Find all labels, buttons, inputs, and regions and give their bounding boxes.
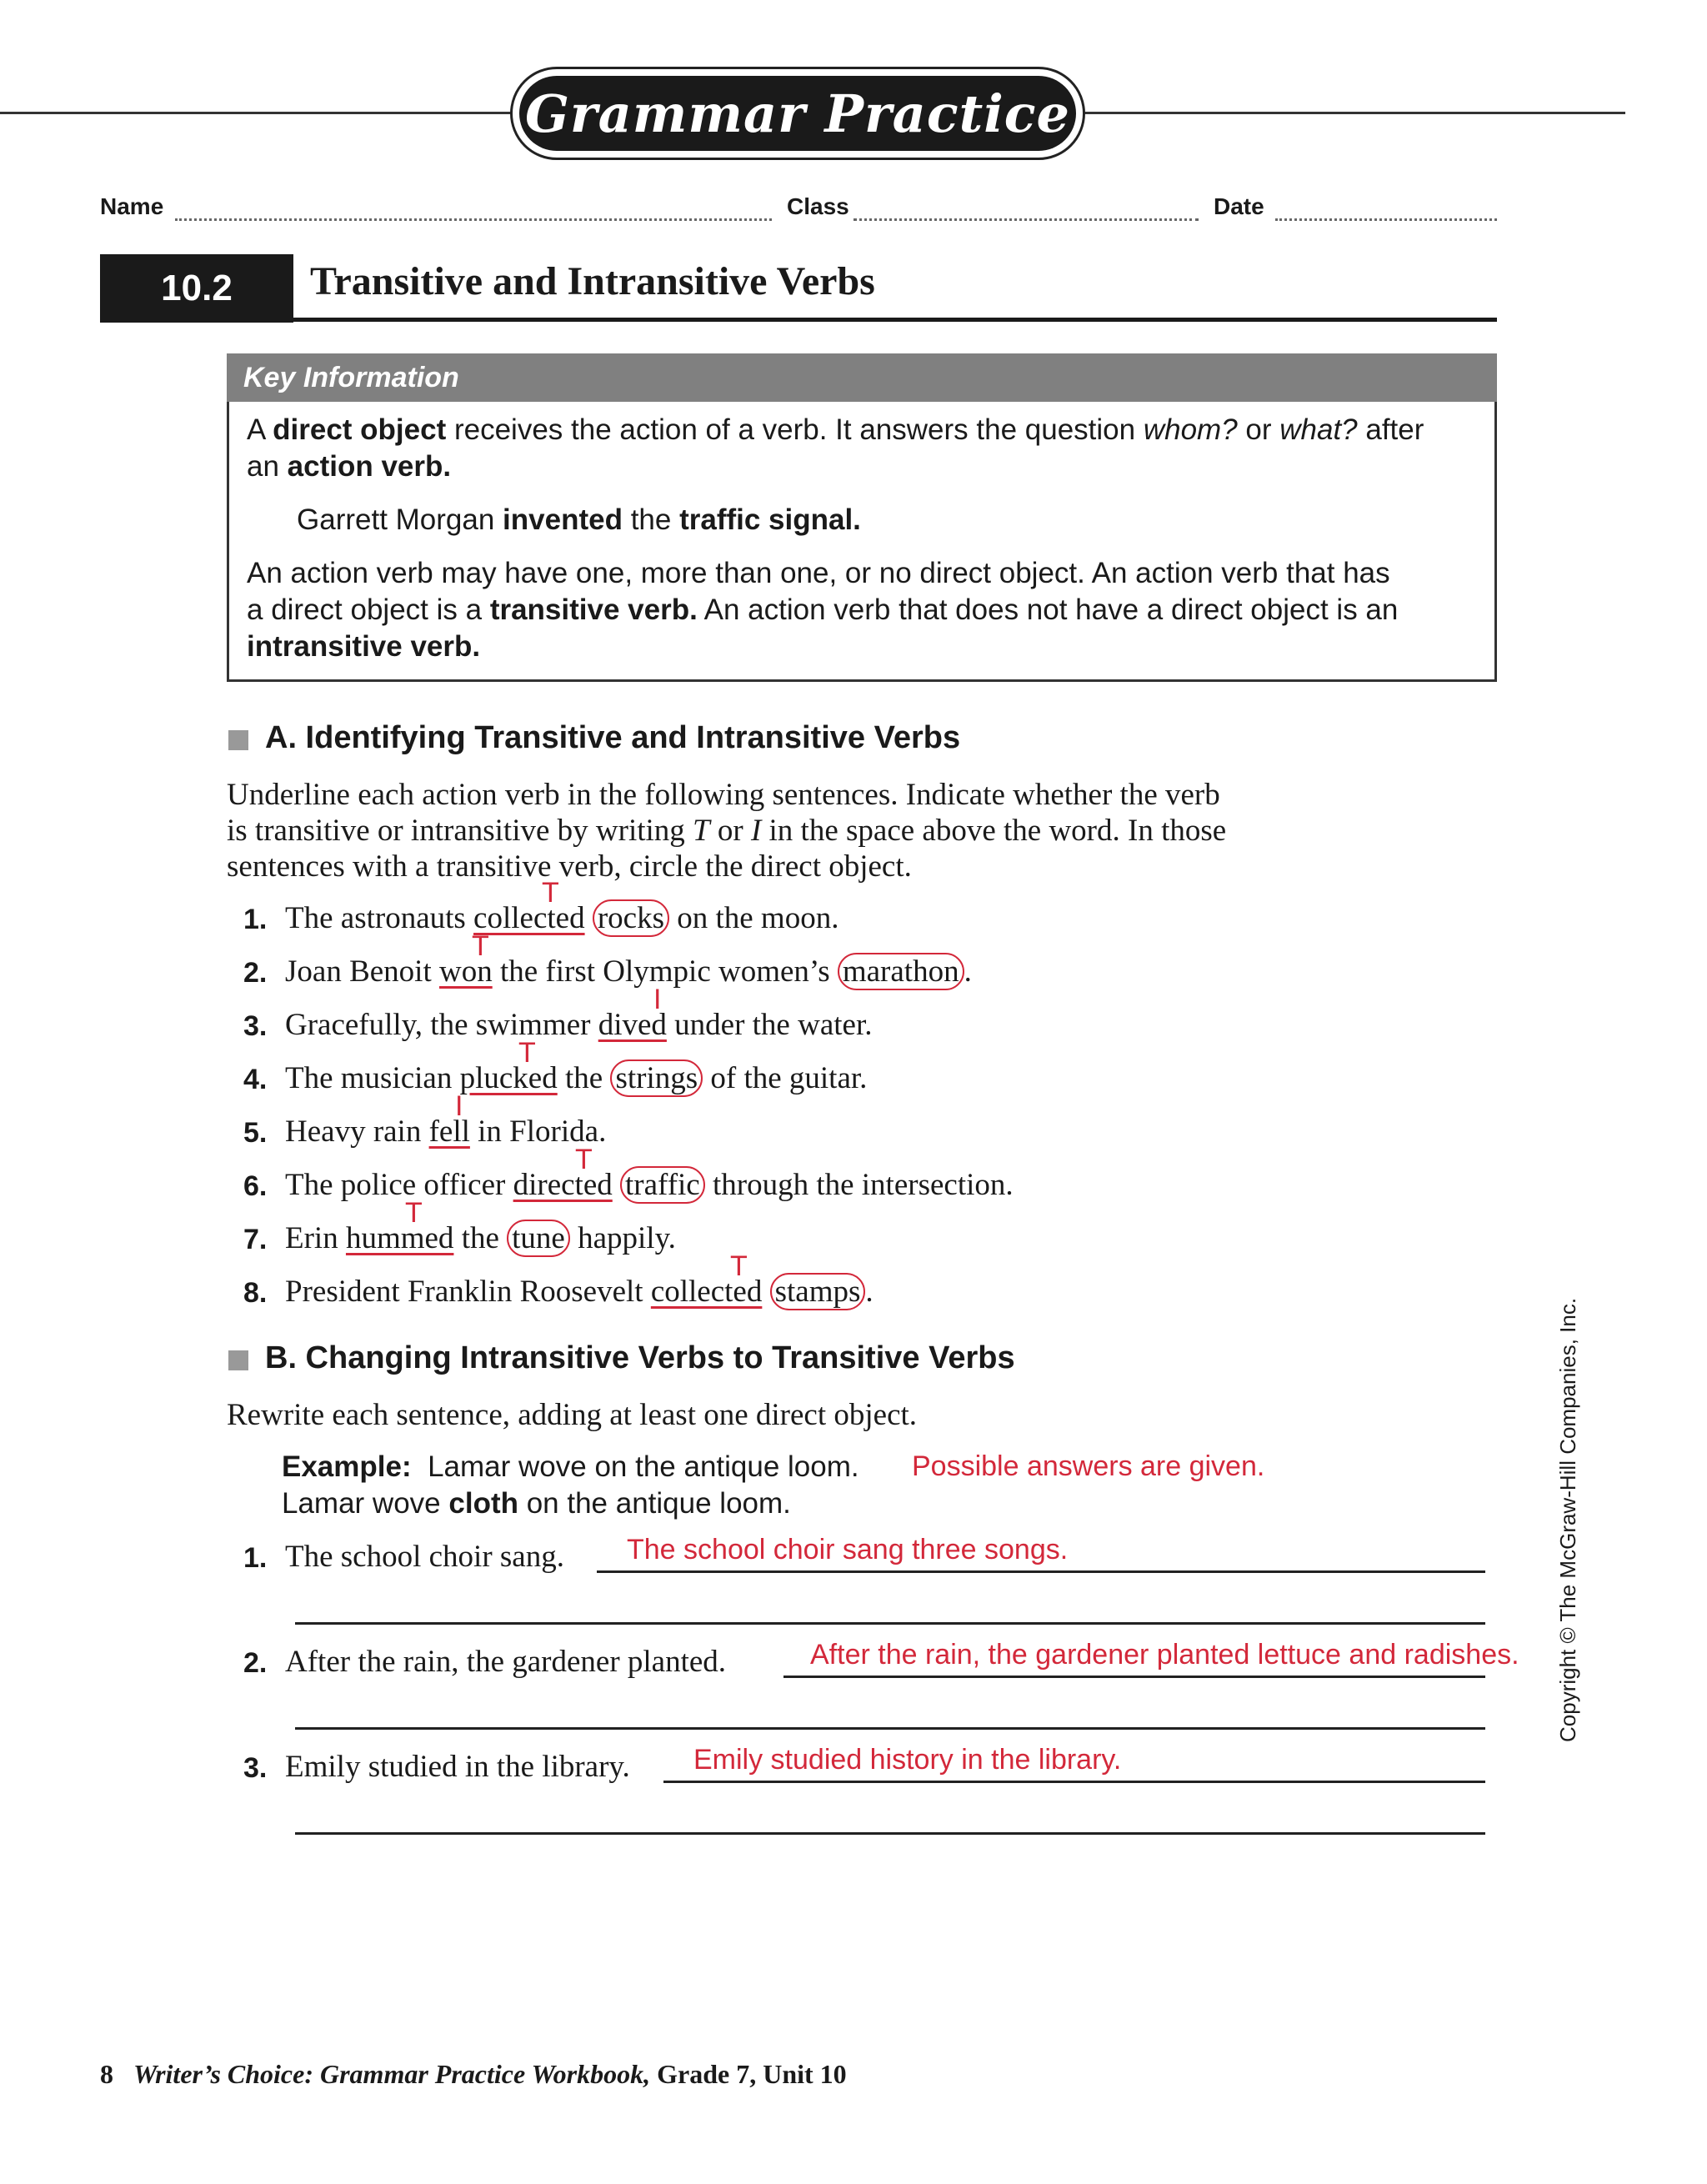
action-verb: dived [598, 1008, 667, 1042]
text: cloth [448, 1487, 518, 1520]
text: sentences with a transitive verb, circle the direct object. [227, 849, 912, 884]
key-info-p2-line1 [247, 555, 1390, 592]
text: an [247, 450, 288, 483]
item-number: 2. [243, 957, 268, 989]
text: Garrett Morgan [297, 503, 503, 536]
answer-line[interactable] [663, 1781, 1485, 1783]
text: what? [1279, 413, 1358, 446]
key-info-heading-text: Key Information [243, 362, 459, 393]
key-info-p1-line1 [247, 412, 1424, 448]
text: The police officer [285, 1168, 513, 1202]
item-number: 2. [243, 1647, 268, 1679]
answer-line[interactable] [295, 1727, 1485, 1730]
text [613, 1168, 620, 1202]
text: The musician [285, 1061, 460, 1095]
part-b-heading: B. Changing Intransitive Verbs to Transitive Verbs [265, 1340, 1015, 1375]
header-rule-left [0, 112, 517, 114]
text: The astronauts [285, 901, 474, 935]
section-rule [293, 318, 1497, 322]
action-verb: plucked [459, 1061, 558, 1095]
text: under the water. [666, 1008, 873, 1042]
key-info-example [297, 502, 861, 538]
text: invented [503, 503, 623, 536]
book-title: Writer’s Choice: Grammar Practice Workbook, [133, 2059, 651, 2089]
key-info-p2-line2 [247, 592, 1398, 629]
answer-line[interactable] [597, 1570, 1485, 1573]
key-info-heading [227, 353, 1497, 402]
action-verb: won [438, 954, 493, 989]
text: An action verb may have one, more than one, or no direct object. An action verb that has [247, 557, 1390, 589]
direct-object: tune [507, 1220, 570, 1257]
text: receives the action of a verb. It answers the question [446, 413, 1144, 446]
text: is transitive or intransitive by writing [227, 814, 693, 848]
section-title: Transitive and Intransitive Verbs [310, 259, 875, 303]
action-verb: fell [428, 1115, 470, 1149]
key-info-p1-line2 [247, 448, 451, 485]
class-label: Class [787, 193, 849, 219]
part-a-instructions-1 [227, 777, 1220, 813]
item-number: 6. [243, 1170, 268, 1202]
name-field[interactable] [175, 193, 772, 221]
term-direct-object: direct object [273, 413, 447, 446]
text: happily. [569, 1221, 676, 1255]
text: A [247, 413, 273, 446]
text: in Florida. [469, 1115, 607, 1149]
text: Joan Benoit [285, 954, 439, 989]
verb-mark: I [455, 1090, 463, 1122]
section-number: 10.2 [161, 268, 233, 308]
item-sentence [285, 1167, 1014, 1203]
part-b-example-answer [282, 1485, 791, 1522]
action-verb: directed [513, 1168, 613, 1202]
item-number: 3. [243, 1010, 268, 1042]
part-b-bullet [228, 1350, 248, 1370]
item-sentence: The school choir sang. [285, 1540, 564, 1574]
text: a direct object is a [247, 594, 490, 626]
item-number: 1. [243, 1542, 268, 1574]
part-a-bullet [228, 730, 248, 750]
text: An action verb that does not have a direct object is an [697, 594, 1399, 626]
key-info-p2-line3 [247, 629, 480, 665]
item-sentence [285, 1114, 606, 1150]
item-number: 8. [243, 1277, 268, 1309]
section-number-box [100, 254, 293, 323]
item-sentence: Emily studied in the library. [285, 1750, 630, 1784]
text [762, 1275, 769, 1309]
item-sentence [285, 900, 838, 936]
text: in the space above the word. In those [761, 814, 1227, 848]
text: Lamar wove [282, 1487, 449, 1520]
answer-text: Emily studied history in the library. [693, 1744, 1122, 1776]
item-number: 4. [243, 1064, 268, 1095]
text: or [709, 814, 751, 848]
action-verb: collected [650, 1275, 763, 1309]
text: Rewrite each sentence, adding at least one direct object. [227, 1398, 918, 1432]
footer [100, 2059, 847, 2090]
text: the [622, 503, 680, 536]
date-label: Date [1214, 193, 1264, 219]
answer-line[interactable] [295, 1832, 1485, 1835]
verb-mark: T [575, 1144, 593, 1175]
verb-mark: T [730, 1250, 748, 1282]
text: the [453, 1221, 508, 1255]
action-verb: hummed [345, 1221, 454, 1255]
copyright-notice: Copyright © The McGraw-Hill Companies, Inc. [1555, 1297, 1580, 1742]
text: I [750, 814, 762, 848]
text: Underline each action verb in the following sentences. Indicate whether the verb [227, 778, 1220, 812]
possible-answers-note: Possible answers are given. [912, 1450, 1265, 1482]
term-intransitive-verb: intransitive verb. [247, 630, 481, 663]
direct-object: stamps [770, 1273, 866, 1310]
item-sentence [285, 1220, 676, 1256]
item-sentence [285, 954, 972, 989]
text: Lamar wove on the antique loom. [428, 1450, 859, 1483]
action-verb: collected [473, 901, 585, 935]
text: of the guitar. [703, 1061, 868, 1095]
part-a-heading: A. Identifying Transitive and Intransitive Verbs [265, 720, 961, 755]
date-field[interactable] [1275, 193, 1497, 221]
part-b-example [282, 1449, 859, 1485]
item-number: 1. [243, 904, 268, 935]
page-number: 8 [100, 2059, 113, 2089]
answer-line[interactable] [295, 1622, 1485, 1625]
text: on the antique loom. [518, 1487, 791, 1520]
direct-object: marathon [838, 953, 964, 990]
page-title: Grammar Practice [524, 83, 1070, 144]
item-number: 7. [243, 1224, 268, 1255]
text: President Franklin Roosevelt [285, 1275, 651, 1309]
verb-mark: T [518, 1037, 536, 1069]
answer-text: The school choir sang three songs. [627, 1534, 1069, 1565]
text: after [1357, 413, 1424, 446]
text: Erin [285, 1221, 346, 1255]
text: T [693, 814, 710, 848]
part-a-instructions-2 [227, 813, 1226, 849]
verb-mark: I [653, 984, 662, 1015]
text: whom? [1143, 413, 1238, 446]
item-number: 3. [243, 1752, 268, 1784]
verb-mark: T [542, 877, 559, 909]
text: through the intersection. [704, 1168, 1014, 1202]
item-sentence [285, 1060, 867, 1096]
item-sentence: After the rain, the gardener planted. [285, 1645, 727, 1679]
verb-mark: T [472, 930, 489, 962]
item-number: 5. [243, 1117, 268, 1149]
part-b-instructions [227, 1397, 917, 1433]
direct-object: rocks [593, 899, 669, 937]
term-transitive-verb: transitive verb. [489, 594, 698, 626]
header-banner-inner [519, 76, 1076, 151]
text: the first Olympic women’s [492, 954, 838, 989]
text: Gracefully, the swimmer [285, 1008, 598, 1042]
text: . [865, 1275, 874, 1309]
example-label: Example: [282, 1450, 412, 1483]
direct-object: traffic [620, 1166, 705, 1204]
text: . [964, 954, 972, 989]
answer-line[interactable] [783, 1676, 1485, 1678]
text: the [557, 1061, 611, 1095]
direct-object: strings [610, 1059, 703, 1097]
item-sentence [285, 1007, 872, 1043]
verb-mark: T [405, 1197, 423, 1229]
text: traffic signal. [679, 503, 861, 536]
grade-unit: Grade 7, Unit 10 [650, 2059, 847, 2089]
class-field[interactable] [854, 193, 1199, 221]
text: on the moon. [668, 901, 839, 935]
text [585, 901, 593, 935]
item-sentence [285, 1274, 874, 1310]
text: or [1237, 413, 1280, 446]
text: Heavy rain [285, 1115, 429, 1149]
term-action-verb: action verb. [287, 450, 452, 483]
header-rule-right [1080, 112, 1625, 114]
answer-text: After the rain, the gardener planted lettuce and radishes. [810, 1639, 1519, 1671]
header-banner [510, 67, 1085, 160]
part-a-instructions-3 [227, 849, 912, 884]
name-label: Name [100, 193, 164, 219]
